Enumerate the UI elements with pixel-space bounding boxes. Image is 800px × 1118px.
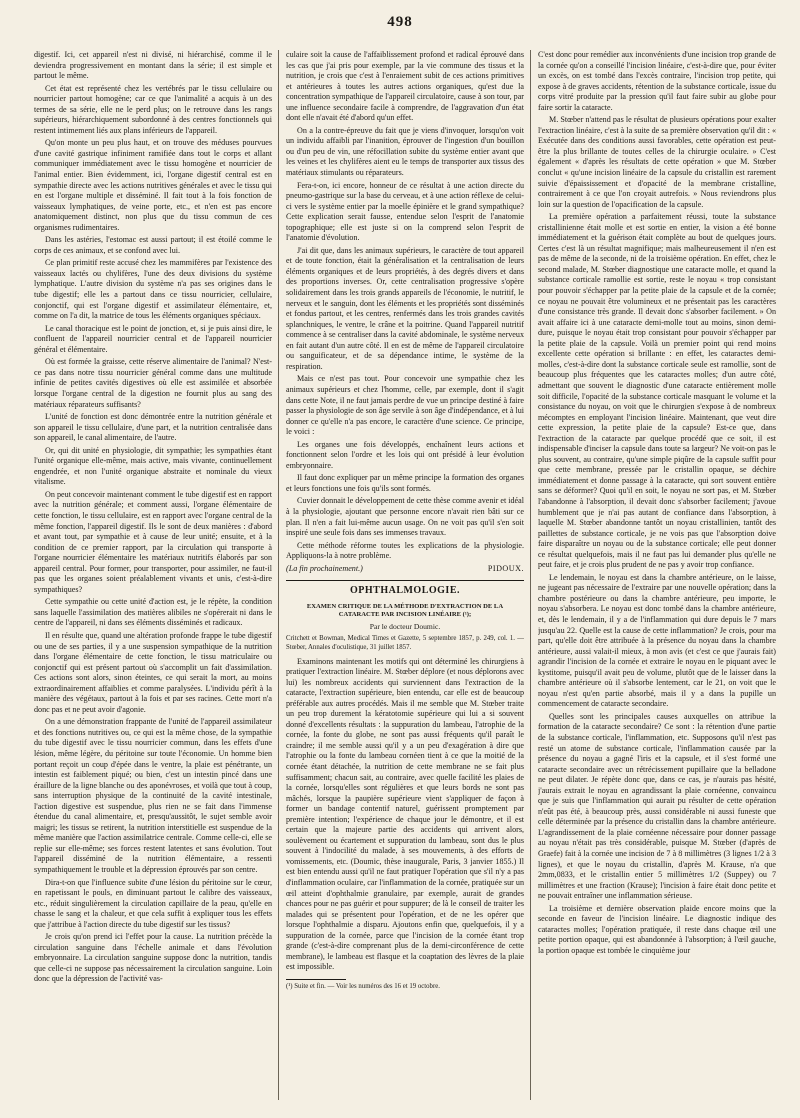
byline: Par le docteur Doumic. (369, 621, 441, 631)
paragraph: Dans les astéries, l'estomac est aussi partout; il est étoilé comme le corps de ces animaux, et se confond avec lui. (34, 235, 272, 255)
paragraph: Le canal thoracique est le point de jonction, et, si je puis ainsi dire, le confluent de l'appareil nourricier central et de l'appareil nourricier général et élémentaire. (34, 323, 272, 354)
column-divider (278, 50, 279, 1100)
column-2 (286, 50, 524, 1100)
paragraph: Il en résulte que, quand une altération profonde frappe le tube digestif ou une de ses parties, il y a une suspension sympathique de la nutrition dans l'organe élémentaire de cette fonction, le tissu matriculaire ou conjonctif qui est présent partout où s'accomplit un fait d'assimilation. Ces actions sont alors, sinon éteintes, ce qui serait la mort, au moins extraordinairement affaiblies et comme paralysées. L'individu pérît à la manière des végétaux, partout à la fois et par ses racines. Cette mort n'a donc pas et ne peut avoir d'agonie. (34, 630, 272, 714)
paragraph: Quelles sont les principales causes auxquelles on attribue la formation de la cataracte secondaire? Ce sont : la rétention d'une partie de la substance corticale, l'inflammation, etc. Supposons qu'il n'est pas resté un atome de substance corticale, l'inflammation causée par la présence du noyau a gagné l'iris et la capsule, et il s'est formé une cataracte secondaire avec un rétrécissement pupillaire que la belladone ne peut dilater. Je répète donc que, dans ce cas, je n'aurais pas hésité, j'aurais extrait le noyau en agrandissant la plaie cornéenne, convaincu que je suis que l'inflammation qui aurait pu résulter de cette opération n'eût pas été, à beaucoup près, aussi considérable ni aussi funeste que celle déterminée par la présence du cristallin dans la chambre antérieure. L'agrandissement de la plaie cornéenne nécessaire pour donner passage au noyau n'était pas très considérable, puisque M. Stœber (d'après de Graefe) fait à la cornée une incision de 7 à 8 millimètres (3 lignes 1/2 à 3 lignes), et que le noyau du cristallin, d'après M. Krause, n'a que 2mm,0833, et le cristallin entier 5 millimètres 1/2 (Suppey) ou 7 millimètres et une fraction (Krause); l'incision à faire était donc petite et ne pouvait entraîner une inflammation sérieuse. (538, 711, 776, 901)
paragraph: J'ai dit que, dans les animaux supérieurs, le caractère de tout appareil et de toute fonction, était la généralisation et la centralisation de leurs éléments organiques et de leurs propriétés, à des degrés divers et dans des proportions inverses. Or, cette centralisation progressive s'opère solidairement dans les trois grands appareils de l'économie, le nutritif, le nerveux et le sanguin, dont les éléments et les propriétés sont disséminés et fondus partout, et les centres, renfermés dans les trois grandes cavités splanchniques, le ventre, le crâne et la poitrine. Quand l'appareil nutritif commence à se centraliser dans la cavité abdominale, le système nerveux en fait autant d'un autre côté. Il en est de même de l'appareil circulatoire ou sanguificateur, et de sa dépendance intime, le système de la respiration. (286, 245, 524, 371)
paragraph: Qu'on monte un peu plus haut, et on trouve des méduses pourvues d'une cavité gastrique infiniment ramifiée dans tout le corps et allant communiquer immédiatement avec le tissu homogène et nourricier de l'animal entier. Bien évidemment, ici, l'organe digestif central est en sympathie directe avec les actions nutritives générales et avec le tissu qui en est l'organe multiple et disséminé. Il fait tout à la fois fonction de vaisseaux lymphatiques, de veine porte, etc., et n'en est pas encore anatomiquement distinct, non plus que du tissu commun de ces organismes rudimentaires. (34, 138, 272, 232)
paragraph: Fera-t-on, ici encore, honneur de ce résultat à une action directe du pneumo-gastrique sur la base du cerveau, et à une action réflexe de celui-ci vers le système entier par la moelle épinière et le grand sympathique? Cette explication serait fausse, entendue selon l'esprit de l'anatomie topographique; elle est juste si on la comprend selon l'esprit de l'anatomie d'évolution. (286, 180, 524, 243)
section-title: OPHTHALMOLOGIE. (349, 585, 460, 597)
paragraph: Il faut donc expliquer par un même principe la formation des organes et leurs fonctions une fois qu'ils sont formés. (286, 473, 524, 493)
paragraph: La première opération a parfaitement réussi, toute la substance cristallinienne était molle et est sortie en entier, la vision a été bonne immédiatement et la guérison était complète au bout de quelques jours. Certes c'est là un résultat magnifique; mais malheureusement il n'en est pas de même de la seconde, ni de la troisième opération. En effet, chez le second malade, M. Stœber diagnostique une cataracte molle, et quand la substance corticale ramollie est sortie, reste le noyau « trop consistant pour pouvoir s'échapper par la petite plaie de la capsule et de la cornée; ce noyau ne pouvait être volumineux et ne présentait pas les caractères d'une consistance très grande. Il devait donc s'absorber facilement. » On avait affaire ici à une cataracte demi-molle tout au moins, sinon demi-dure, puisque le noyau était trop consistant pour pouvoir s'échapper par la petite plaie de la capsule. Voilà un premier point qui rend moins excellente cette opération si brillante : en effet, les cataractes demi-molles, c'est-à-dire dont la substance corticale seule est ramollie, sont de beaucoup plus fréquentes que les cataractes molles; d'un autre côté, admettant que souvent le diagnostic d'une cataracte entièrement molle soit difficile, l'opacité de la substance corticale masquant le volume et la consistance du noyau, on voit que le chirurgien s'expose à de nombreux mécomptes en employant l'incision linéaire. Maintenant, que veut dire cette expression, la petite plaie de la capsule? Est-ce que, dans l'extraction de la cataracte par quelque procédé que ce soit, il est indispensable d'inciser la capsule dans toute sa largeur? Ne voit-on pas le plus souvent, au contraire, qu'une simple piqûre de la capsule suffit pour que cette membrane, pressée par le cristallin opaque, se déchire immédiatement et donne passage à la cataracte, qui sort souvent entière sans se déformer? Quoi qu'il en soit, le noyau ne sort pas, et M. Stœber l'abandonne à l'absorption, il devait donc s'absorber facilement; j'avoue humblement que je n'ai pas autant de confiance dans l'absorption, à laquelle M. Stœber abandonne tantôt un noyau cristallinien, tantôt des paillettes de substance corticale, je ne vois pas que l'absorption doive faire disparaître un noyau ou de la substance corticale; elle peut donner ce résultat quelquefois, mais il ne faut pas lui demander plus qu'elle ne peut faire, et je crois plus prudent de ne pas y avoir trop confiance. (538, 212, 776, 570)
author-signature: PIDOUX. (487, 563, 524, 573)
paragraph: Or, qui dit unité en physiologie, dit sympathie; les sympathies étant l'unité organique elle-même, mais active, mais vivante, continuellement engendrée, et non l'unité organique abstraite et nominale du vieux vitalisme. (34, 445, 272, 487)
paragraph: Dira-t-on que l'influence subite d'une lésion du péritoine sur le cœur, en rapetissant le pouls, en diminuant partout le calibre des vaisseaux, etc., réduit singulièrement la circulation capillaire de la peau, qu'elle en chasse le sang et la chaleur, et que cela suffit à expliquer tous les effets que j'attribue à l'action directe du tube digestif sur les tissus? (34, 877, 272, 929)
paragraph: Le lendemain, le noyau est dans la chambre antérieure, on le laisse, ne jugeant pas nécessaire de l'extraire par une nouvelle opération; dans la chambre postérieure ou dans la chambre antérieure, peu importe, le noyau s'absorbera. Le noyau est donc tombé dans la chambre antérieure, et, dès le lendemain, il y a de l'inflammation qui dure depuis le 7 mars jusqu'au 22. Quelle est la cause de cette inflammation? Je crois, pour ma part, qu'elle doit être attribuée à la présence du noyau dans la chambre antérieure, aussi valait-il mieux, à mon avis (et c'est ce que j'aurais fait) agrandir l'incision de la cornée et extraire le noyau en le piquant avec le kystitome, puisqu'il avait peu de volume, plutôt que de le laisser dans la chambre antérieure où il s'absorbe lentement, car le 21, on voit que le noyau n'est qu'en partie absorbé, mais il y a dans la pupille un commencement de cataracte secondaire. (538, 572, 776, 709)
section-rule (286, 580, 524, 581)
paragraph: digestif. Ici, cet appareil n'est ni divisé, ni hiérarchisé, comme il le deviendra progressivement en montant dans la série; il est simple et partout le même. (34, 50, 272, 81)
paragraph: culaire soit la cause de l'affaiblissement profond et radical éprouvé dans les cas que j'ai pris pour exemple, par la vie commune des tissus et la nutrition, je crois que c'est à l'enraiement subit de ces actions primitives et antérieures à toutes les autres actions organiques, qu'est due la concentration sympathique de l'appareil circulatoire, cause à son tour, par une influence secondaire facile à comprendre, de l'aggravation d'un état dont elle n'avait été d'abord qu'un effet. (286, 50, 524, 123)
footnote: (¹) Suite et fin. — Voir les numéros des 16 et 19 octobre. (286, 982, 440, 990)
paragraph: Cette méthode réforme toutes les explications de la physiologie. Appliquons-la à notre problème. (286, 540, 524, 561)
paragraph: Les organes une fois développés, enchaînent leurs actions et fonctionnent selon l'ordre et les lois qui ont présidé à leur évolution embryonnaire. (286, 439, 524, 470)
references: Critchett et Bowman, Medical Times et Gazette, 5 septembre 1857, p. 249, col. 1. — Stœber, Annales d'oculistique, 31 juillet 1857. (286, 635, 524, 651)
paragraph: Où est formée la graisse, cette réserve alimentaire de l'animal? N'est-ce pas dans notre tissu nourricier général comme dans une multitude infinie de petites cavités digestives où elle est assimilée et absorbée lorsque l'organe central de la digestion ne fournit plus au sang des matériaux réparateurs suffisants? (34, 357, 272, 409)
paragraph: Je crois qu'on prend ici l'effet pour la cause. La nutrition précède la circulation sanguine dans l'échelle animale et dans l'évolution embryonnaire. La circulation sanguine suppose donc la nutrition, tandis que celle-ci ne suppose pas nécessairement la circulation sanguine. Loin donc que la dépression de l'activité vas- (34, 932, 272, 984)
to-be-continued-line (286, 564, 524, 575)
paragraph: La troisième et dernière observation plaide encore moins que la seconde en faveur de l'incision linéaire. Le diagnostic indique des cataractes molles; l'opération pratiquée, il reste dans chaque œil une petite portion opaque, qui est abandonnée à l'absorption; à l'œil gauche, la portion opaque est tombée le cinquième jour (538, 903, 776, 955)
paragraph: Cette sympathie ou cette unité d'action est, je le répète, la condition sans laquelle l'assimilation des matières alibiles ne s'opérerait ni dans le centre de l'appareil, ni dans ses éléments disséminés et radicaux. (34, 597, 272, 628)
paragraph: M. Stœber n'attend pas le résultat de plusieurs opérations pour exalter l'extraction linéaire, c'est à la suite de sa première observation qu'il dit : « Exécutée dans des conditions aussi favorables, cette opération est peut-être la plus brillante de toutes celles de la chirurgie oculaire. » C'est également « d'après les résultats de cette opération » que M. Stœber conclut « qu'une incision linéaire de la capsule du cristallin est rarement suivie d'épaississement et d'opacité de la membrane cristalline, contrairement à ce que l'on croyait autrefois. » Nous reviendrons plus loin sur la question de l'opacification de la capsule. (538, 115, 776, 209)
column-3 (538, 50, 776, 1100)
footnote-rule (286, 979, 346, 980)
paragraph: Ce plan primitif reste accusé chez les mammifères par l'existence des vaisseaux lactés ou chylifères, l'une des deux divisions du système lymphatique. L'autre division du système n'a pas ses origines dans le tube digestif; elle les a partout dans ce tissu nourricier, cellulaire, conjonctif, qui est l'organe digestif et assimilateur élémentaire, et, comme on l'a dit, la matrice de tous les éléments organiques spéciaux. (34, 258, 272, 321)
column-1 (34, 50, 272, 1100)
column-divider (530, 50, 531, 1100)
paragraph: On peut concevoir maintenant comment le tube digestif est en rapport avec la nutrition générale; et comment aussi, l'organe élémentaire de cette fonction, le tissu cellulaire, est en rapport avec l'organe central de la même fonction, l'appareil digestif. Ils le sont de deux manières : d'abord et avant tout, par sympathie et à cause de leur unité; ensuite, et à la condition de ce premier rapport, par la circulation qui transporte à l'organe nourricier élémentaire les matériaux nutritifs élaborés par son appareil central. Pour former, pour transporter, pour assimiler, ne faut-il pas que les organes soient préalablement vivants et unis, c'est-à-dire sympathiques? (34, 489, 272, 594)
paragraph: On a la contre-épreuve du fait que je viens d'invoquer, lorsqu'on voit un individu affaibli par l'inanition, éprouver de l'ingestion d'un bouillon ou d'un peu de vin, une réfocillation subite du système entier avant que les veines et les chylifères aient eu le temps de transporter aux tissus des matériaux stimulants ou réparateurs. (286, 125, 524, 178)
paragraph: On a une démonstration frappante de l'unité de l'appareil assimilateur et des fonctions nutritives ou, ce qui est la même chose, de la sympathie du tube digestif avec le tissu nourricier commun, dans les effets d'une lésion, même légère, du péritoine sur toute l'économie. Un homme bien portant reçoit un coup d'épée dans le ventre, la plaie est pénétrante, un intestin est faiblement piqué; ou bien, c'est un intestin pincé dans une éraillure de la ligne blanche ou des aponévroses, et voilà que tout à coup, sans interruption physique de la continuité de la cavité intestinale, l'action digestive est suspendue, plus rien ne se fait dans l'immense étendue du canal alimentaire, et, presqu'aussitôt, le sujet semble avoir maigri; les tissus se retirent, la nutrition interstitielle est suspendue de la même manière que l'action assimilatrice centrale. Comme celle-ci, elle se replie sur elle-même; ses forces restent latentes et sans évolution. Tout l'appareil disséminé de la nutrition élémentaire, a ressenti sympathiquement le trouble et la dépression éprouvés par son centre. (34, 717, 272, 875)
paragraph: Examinons maintenant les motifs qui ont déterminé les chirurgiens à pratiquer l'extraction linéaire. M. Stœber déplore (et nous déplorons avec lui) les nombreux accidents qui surviennent dans l'extraction de la cataracte, l'extraction supérieure, bien entendu, car elle est de beaucoup préférable aux autres procédés. Mais il me semble que M. Stœber traite un peu trop durement la kératotomie supérieure qui lui a si souvent donné d'excellents résultats : la suppuration du lambeau, l'atrophie de la cornée, la fonte du globe, ne sont pas aussi fréquents qu'il paraît le craindre; il me semble aussi qu'il y a un peu d'exagération à dire que l'atrophie ou la fonte du lambeau cornéen tient à ce que la moitié de la cornée étant détachée, la nutrition de cette membrane ne se fait plus suffisamment; chacun sait, au contraire, avec quelle facilité les plaies de la cornée, lorsqu'elles sont régulières et que leurs bords ne sont pas mâchés, lorsque la paupière supérieure vient s'appliquer de façon à former un bandage contentif naturel, guérissent promptement par première intention; l'expérience de chaque jour le démontre, et il est certain que la majeure partie des accidents qui arrivent alors, soulèvement ou écartement et suppuration du lambeau, sont dus le plus souvent à l'indocilité du malade, à ses mouvements, à des efforts de vomissements, etc. (Doumic, thèse inaugurale, Paris, 3 janvier 1855.) Il est bien entendu aussi qu'il ne faut pratiquer l'opération que s'il n'y a pas d'inflammation oculaire, car l'inflammation de la cornée, pratiquée sur un œil atteint d'ophthalmie granulaire, par exemple, aurait de grandes chances pour ne pas guérir et pour suppurer; de là le conseil de traiter les malades qui se présentent pour l'opération, et de ne les opérer que lorsque l'ophthalmie a disparu. Ajoutons enfin que, quelquefois, il y a suppuration de la cornée, parce que l'incision de la cornée étant trop grande (c'est-à-dire comprenant plus de la demi-circonférence de cette membrane), le lambeau est flasque et la coaptation des lèvres de la plaie est impossible. (286, 656, 524, 972)
article-title: EXAMEN CRITIQUE DE LA MÉTHODE D'EXTRACTION DE LA CATARACTE PAR INCISION LINÉAIRE (¹); (306, 602, 504, 619)
paragraph: L'unité de fonction est donc démontrée entre la nutrition générale et son appareil le tissu cellulaire, d'une part, et la nutrition centralisée dans son appareil, le canal alimentaire, de l'autre. (34, 412, 272, 443)
paragraph: C'est donc pour remédier aux inconvénients d'une incision trop grande de la cornée qu'on a conseillé l'incision linéaire, c'est-à-dire que, pour éviter un excès, on est tombé dans l'excès contraire, l'incision trop petite, qui expose à de graves accidents, rétention de la substance corticale, issue du corps vitré produite par la pression qu'il faut faire subir au globe pour faire sortir la cataracte. (538, 50, 776, 112)
paragraph: Cuvier donnait le développement de cette thèse comme avenir et idéal à la physiologie, ajoutant que personne encore n'avait rien bâti sur ce plan. Il n'en a fait lui-même aucun usage. On ne voit pas qu'il s'en soit inspiré une seule fois dans ses immenses travaux. (286, 496, 524, 538)
paragraph: Mais ce n'est pas tout. Pour concevoir une sympathie chez les animaux supérieurs et chez l'homme, celle, par exemple, dont il s'agit dans cette Note, il ne faut jamais perdre de vue un principe destiné à faire passer la physiologie de son âge servile à son âge d'indépendance, et à lui donner ce qu'elle n'a pas encore, le caractère d'une science. Ce principe, le voici : (286, 374, 524, 437)
page-number: 498 (387, 14, 413, 30)
paragraph: Cet état est représenté chez les vertébrés par le tissu cellulaire ou nourricier partout homogène; car ce que l'animalité a acquis à un des termes de sa série, elle ne le perd plus; on le retrouve dans les rangs supérieurs, hiérarchiquement subordonné à des centres fonctionnels qui restent intimement liés aux plans inférieurs de l'appareil. (34, 83, 272, 135)
to-be-continued: (La fin prochainement.) (286, 563, 363, 573)
